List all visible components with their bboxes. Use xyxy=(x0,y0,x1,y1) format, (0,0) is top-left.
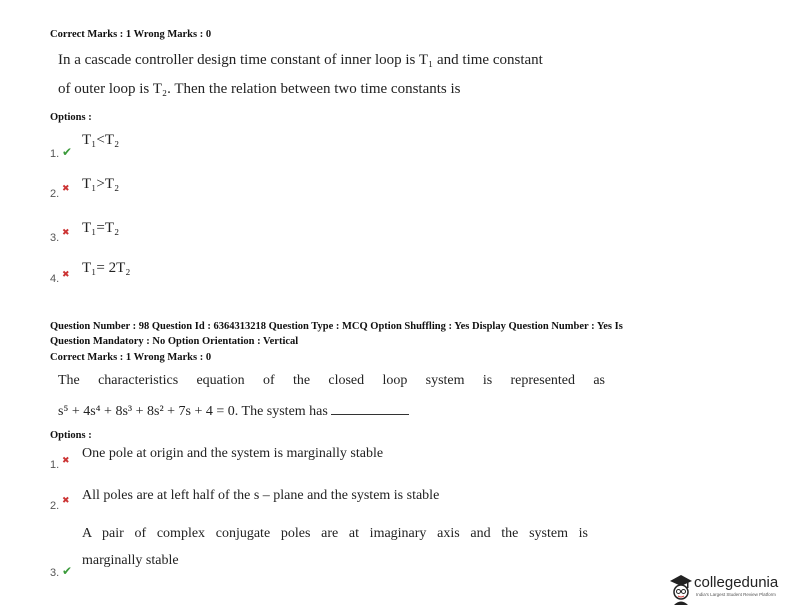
q1-text-line1: In a cascade controller design time constant of inner loop is T₁ and time constant xyxy=(58,52,543,68)
cross-icon: ✖ xyxy=(62,456,70,466)
collegedunia-logo xyxy=(668,570,788,608)
q1-marks: Correct Marks : 1 Wrong Marks : 0 xyxy=(50,29,212,40)
q2-text-line2 xyxy=(58,402,409,420)
q1-options-label: Options : xyxy=(50,112,92,123)
cross-icon: ✖ xyxy=(62,184,70,194)
check-icon: ✔ xyxy=(62,145,73,159)
option-number: 3. xyxy=(50,567,60,579)
cross-icon: ✖ xyxy=(62,496,70,506)
option-number: 1. xyxy=(50,459,60,471)
q2-marks: Correct Marks : 1 Wrong Marks : 0 xyxy=(50,352,212,363)
option-text: T₁= 2T₂ xyxy=(82,260,131,276)
q2-text-line1: The characteristics equation of the closed loop system is represented as xyxy=(58,373,605,388)
q2-meta-line1: Question Number : 98 Question Id : 6364313218 Question Type : MCQ Option Shuffling : Yes Display Question Number : Yes Is xyxy=(50,321,623,332)
q2-options-label: Options : xyxy=(50,430,92,441)
cross-icon: ✖ xyxy=(62,270,70,280)
option-text: T₁=T₂ xyxy=(82,220,120,236)
q2-meta-line2: Question Mandatory : No Option Orientation : Vertical xyxy=(50,336,299,347)
option-number: 3. xyxy=(50,232,60,244)
graduate-icon xyxy=(668,572,694,606)
cross-icon: ✖ xyxy=(62,228,70,238)
option-text-line2: marginally stable xyxy=(82,553,179,568)
option-text: T₁>T₂ xyxy=(82,176,120,192)
option-text: One pole at origin and the system is marginally stable xyxy=(82,446,384,461)
option-text: T₁<T₂ xyxy=(82,132,120,148)
logo-tagline: India's Largest Student Review Platform xyxy=(696,592,776,597)
option-number: 2. xyxy=(50,188,60,200)
option-text-line1: A pair of complex conjugate poles are at imaginary axis and the system is xyxy=(82,526,588,541)
equation-text: s⁵ + 4s⁴ + 8s³ + 8s² + 7s + 4 = 0. The system has xyxy=(58,404,328,419)
option-text: All poles are at left half of the s – plane and the system is stable xyxy=(82,488,440,503)
answer-blank xyxy=(331,402,409,415)
option-number: 2. xyxy=(50,500,60,512)
check-icon: ✔ xyxy=(62,564,73,578)
option-number: 4. xyxy=(50,273,60,285)
option-number: 1. xyxy=(50,148,60,160)
q1-text-line2: of outer loop is T₂. Then the relation between two time constants is xyxy=(58,81,461,97)
logo-name: collegedunia xyxy=(694,574,779,591)
